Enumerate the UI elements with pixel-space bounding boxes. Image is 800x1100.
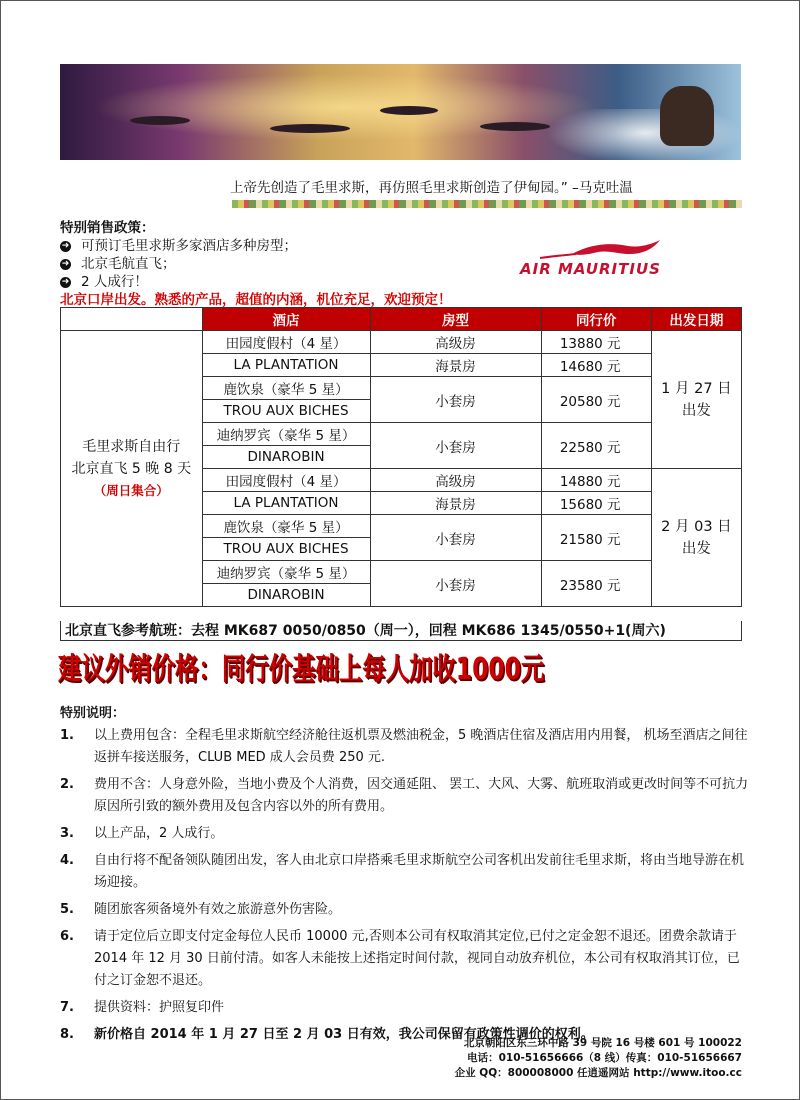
policy-item: ➜ 2 人成行！: [61, 274, 148, 290]
departure-suffix: 出发: [681, 402, 711, 419]
departure-date-cell: [651, 469, 741, 607]
room-type: 小套房: [370, 423, 541, 469]
quote-text: 上帝先创造了毛里求斯，再仿照毛里求斯创造了伊甸园。” –马克吐温: [230, 180, 633, 196]
route-cell: [61, 331, 203, 607]
hotel-name-cn: 田园度假村（4 星）: [202, 469, 370, 492]
banner-image: [60, 64, 741, 160]
surfboard-graphic: [380, 106, 438, 115]
price-cell: 22580 元: [541, 423, 651, 469]
hotel-name-cn: 迪纳罗宾（豪华 5 星）: [202, 561, 370, 584]
note-item: 8. 新价格自 2014 年 1 月 27 日至 2 月 03 日有效，我公司保留有政策性调价的权利。: [60, 1027, 594, 1042]
hotel-name-en: TROU AUX BICHES: [202, 538, 370, 561]
route-name: 毛里求斯自由行: [82, 438, 181, 455]
hotel-name-cn: 迪纳罗宾（豪华 5 星）: [202, 423, 370, 446]
departure-suffix: 出发: [681, 540, 711, 557]
departure-date-cell: [651, 331, 741, 469]
price-cell: 14880 元: [541, 469, 651, 492]
note-item: 1. 以上费用包含：全程毛里求斯航空经济舱往返机票及燃油税金，5 晚酒店住宿及酒店用内用餐， 机场至酒店之间往返拼车接送服务，CLUB MED 成人会员费 250 元.: [60, 728, 748, 765]
price-cell: 21580 元: [541, 515, 651, 561]
policy-highlight: 北京口岸出发。熟悉的产品，超值的内涵，机位充足，欢迎预定！: [60, 292, 452, 308]
hotel-name-en: DINAROBIN: [202, 446, 370, 469]
policy-title: 特别销售政策：: [60, 220, 155, 236]
contact-footer: [455, 1036, 742, 1081]
policy-item: ➜ 可预订毛里求斯多家酒店多种房型；: [61, 238, 297, 254]
reference-flights: 北京直飞参考航班：去程 MK687 0050/0850（周一），回程 MK686 1345/0550+1(周六): [60, 621, 742, 641]
price-cell: 15680 元: [541, 492, 651, 515]
column-header-hotel: 酒店: [202, 308, 370, 331]
hotel-name-en: TROU AUX BICHES: [202, 400, 370, 423]
paille-en-queue-bird-icon: [520, 240, 680, 262]
phone-fax: 电话：010-51656666（8 线）传真：010-51656667: [467, 1052, 742, 1064]
room-type: 高级房: [370, 469, 541, 492]
note-item: 6. 请于定位后立即支付定金每位人民币 10000 元,否则本公司有权取消其定位,已付之定金恕不退还。团费余款请于 2014 年 12 月 30 日前付清。如客人未能按上述指定时间付款，视同自动放弃机位，本公司有权取消其订位，已付之订金恕不退还。: [60, 929, 740, 988]
arrow-bullet-icon: ➜: [61, 258, 70, 269]
note-item: 4. 自由行将不配备领队随团出发，客人由北京口岸搭乘毛里求斯航空公司客机出发前往毛里求斯，将由当地导游在机场迎接。: [60, 853, 745, 890]
arrow-bullet-icon: ➜: [61, 240, 70, 251]
note-item: 3. 以上产品，2 人成行。: [60, 826, 224, 841]
qq-website: 企业 QQ：800008000 任逍遥网站 http://www.itoo.cc: [454, 1067, 742, 1079]
column-header-price: 同行价: [541, 308, 651, 331]
note-item: 7. 提供资料：护照复印件: [60, 1000, 225, 1015]
hotel-name-cn: 鹿饮泉（豪华 5 星）: [202, 377, 370, 400]
hotel-name-en: LA PLANTATION: [202, 354, 370, 377]
column-header-date: 出发日期: [651, 308, 741, 331]
fare-table: [60, 307, 742, 607]
hotel-name-cn: 田园度假村（4 星）: [202, 331, 370, 354]
room-type: 高级房: [370, 331, 541, 354]
room-type: 小套房: [370, 515, 541, 561]
route-note: （周日集合）: [93, 482, 169, 498]
column-header-room: 房型: [370, 308, 541, 331]
notes-title: 特别说明：: [60, 706, 126, 721]
surfboard-graphic: [130, 116, 190, 125]
jetski-rider-graphic: [660, 86, 714, 146]
price-cell: 13880 元: [541, 331, 651, 354]
note-item: 5. 随团旅客须备境外有效之旅游意外伤害险。: [60, 902, 342, 917]
hotel-name-en: LA PLANTATION: [202, 492, 370, 515]
address: 北京朝阳区东三环中路 39 号院 16 号楼 601 号 100022: [463, 1037, 742, 1049]
sales-policy: [60, 219, 452, 309]
route-detail: 北京直飞 5 晚 8 天: [71, 460, 192, 477]
air-mauritius-logo: AIR MAURITIUS: [520, 240, 680, 280]
suggested-price-headline: 建议外销价格：同行价基础上每人加收1000元: [58, 652, 545, 687]
special-notes: [60, 702, 750, 1051]
departure-date: 2 月 03 日: [661, 518, 732, 535]
room-type: 海景房: [370, 354, 541, 377]
room-type: 小套房: [370, 377, 541, 423]
price-cell: 20580 元: [541, 377, 651, 423]
policy-item: ➜ 北京毛航直飞；: [61, 256, 176, 272]
decorative-flower-strip: [232, 200, 742, 208]
hotel-name-cn: 鹿饮泉（豪华 5 星）: [202, 515, 370, 538]
hotel-name-en: DINAROBIN: [202, 584, 370, 607]
surfboard-graphic: [270, 124, 350, 133]
room-type: 海景房: [370, 492, 541, 515]
price-cell: 14680 元: [541, 354, 651, 377]
note-item: 2. 费用不含：人身意外险，当地小费及个人消费，因交通延阻、 罢工、大风、大雾、航班取消或更改时间等不可抗力原因所引致的额外费用及包含内容以外的所有费用。: [60, 777, 749, 814]
arrow-bullet-icon: ➜: [61, 276, 70, 287]
departure-date: 1 月 27 日: [661, 380, 732, 397]
room-type: 小套房: [370, 561, 541, 607]
price-cell: 23580 元: [541, 561, 651, 607]
